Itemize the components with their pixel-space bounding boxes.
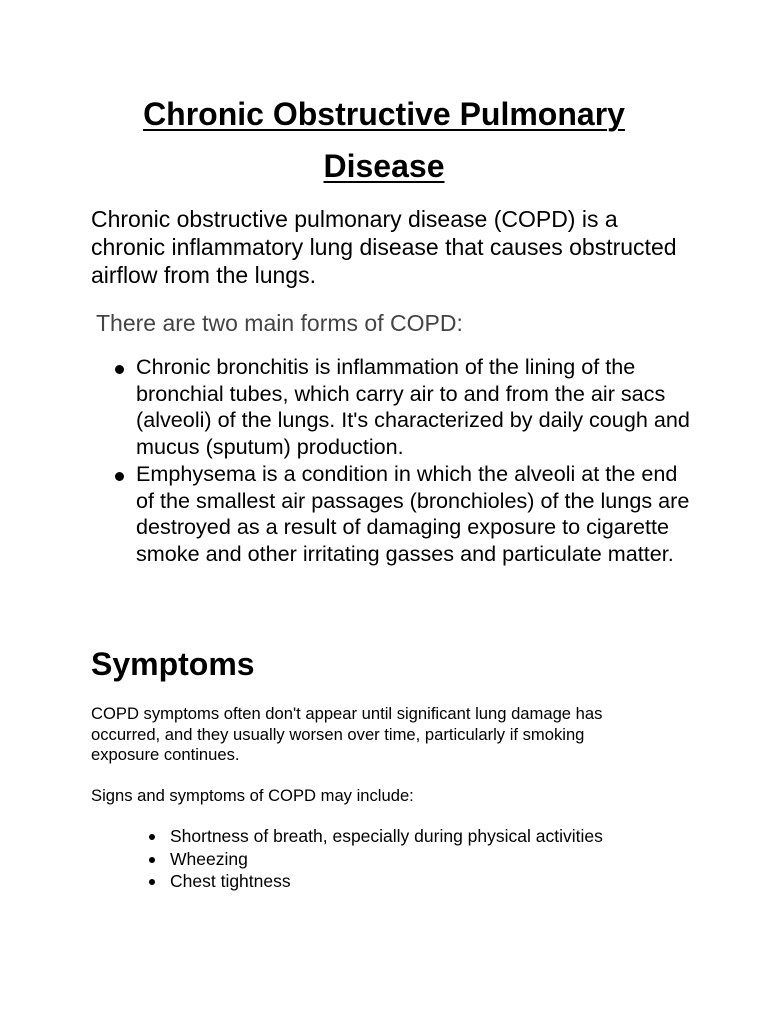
symptoms-list [170, 825, 690, 893]
symptoms-intro-paragraph: COPD symptoms often don't appear until significant lung damage has occurred, and they usually worsen over time, particularly if smoking exposure continues. [91, 704, 603, 764]
signs-lead-text: Signs and symptoms of COPD may include: [91, 786, 414, 805]
symptoms-heading: Symptoms [91, 646, 255, 682]
list-item-chest-tightness: Chest tightness [170, 870, 690, 893]
forms-lead-text: There are two main forms of COPD: [96, 310, 463, 336]
list-item-emphysema: Emphysema is a condition in which the alveoli at the end of the smallest air passages (bronchioles) of the lungs are destroyed as a result of damaging exposure to cigarette smoke and other irritating gasses and particulate matter. [136, 461, 696, 568]
title-line-2: Disease [323, 148, 445, 184]
intro-paragraph: Chronic obstructive pulmonary disease (COPD) is a chronic inflammatory lung disease that causes obstructed airflow from the lungs. [91, 206, 677, 288]
copd-forms-list [136, 354, 696, 568]
title-line-1: Chronic Obstructive Pulmonary [143, 96, 625, 132]
document-title [60, 88, 708, 192]
list-item-wheezing: Wheezing [170, 848, 690, 871]
list-item-shortness-of-breath: Shortness of breath, especially during physical activities [170, 825, 690, 848]
list-item-chronic-bronchitis: Chronic bronchitis is inflammation of the lining of the bronchial tubes, which carry air to and from the air sacs (alveoli) of the lungs. It's characterized by daily cough and mucus (sputum) production. [136, 354, 696, 461]
